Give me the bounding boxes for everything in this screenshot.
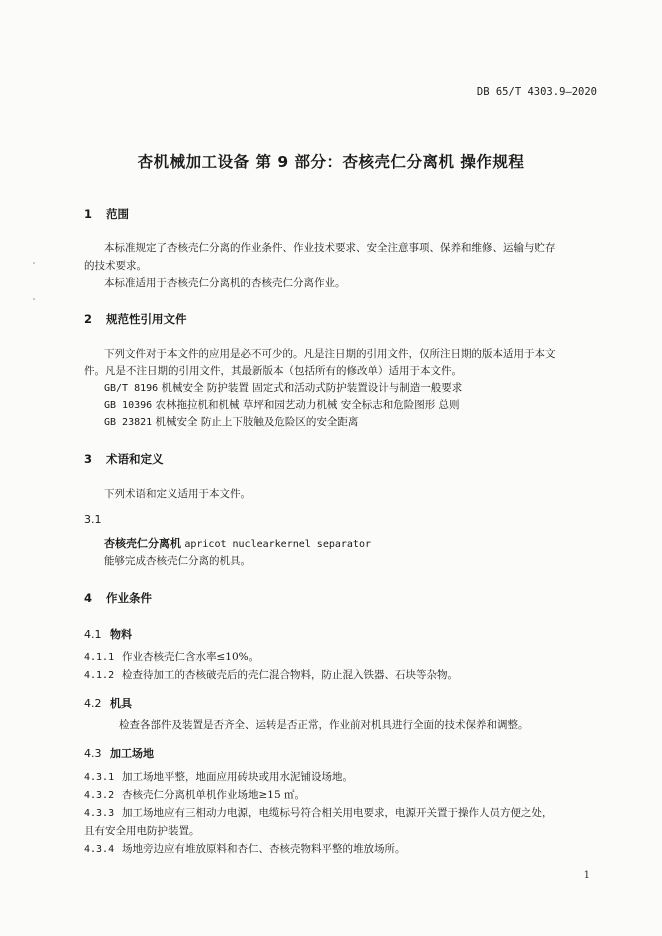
- term-definition: 能够完成杏核壳仁分离的机具。: [104, 555, 251, 567]
- doc-title: 杏机械加工设备 第 9 部分：杏核壳仁分离机 操作规程: [137, 153, 525, 171]
- reference-item: GB 10396 农林拖拉机和机械 草坪和园艺动力机械 安全标志和危险图形 总则: [104, 399, 460, 411]
- section-2-heading: 2 规范性引用文件: [84, 312, 187, 326]
- page-number: 1: [583, 870, 590, 881]
- clause-item: 4.1.1 作业杏核壳仁含水率≤10%。: [84, 651, 260, 663]
- s1-paragraph-1-line-2: 的技术要求。: [84, 260, 147, 272]
- doc-code: DB 65/T 4303.9—2020: [476, 86, 597, 98]
- term-number: 3.1: [84, 513, 102, 526]
- s2-paragraph-line-1: 下列文件对于本文件的应用是必不可少的。凡是注日期的引用文件，仅所注日期的版本适用于本文: [104, 348, 556, 360]
- section-4-2-heading: 4.2 机具: [84, 697, 132, 710]
- term-entry: 杏核壳仁分离机 apricot nuclearkernel separator: [104, 537, 371, 550]
- clause-item: 4.3.2 杏核壳仁分离机单机作业场地≥15 ㎡。: [84, 789, 305, 801]
- section-1-heading: 1 范围: [84, 207, 129, 221]
- reference-item: GB/T 8196 机械安全 防护装置 固定式和活动式防护装置设计与制造一般要求: [104, 382, 463, 394]
- section-4-1-heading: 4.1 物料: [84, 628, 132, 641]
- scan-mark: [33, 298, 35, 300]
- section-4-3-heading: 4.3 加工场地: [84, 747, 154, 760]
- s1-paragraph-1-line-1: 本标准规定了杏核壳仁分离的作业条件、作业技术要求、安全注意事项、保养和维修、运输与贮存: [104, 242, 556, 254]
- s2-paragraph-line-2: 件。凡是不注日期的引用文件，其最新版本（包括所有的修改单）适用于本文件。: [84, 365, 462, 377]
- clause-item: 4.3.1 加工场地平整，地面应用砖块或用水泥铺设场地。: [84, 771, 353, 783]
- clause-item: 4.3.4 场地旁边应有堆放原料和杏仁、杏核壳物料平整的堆放场所。: [84, 843, 406, 855]
- clause-item-continuation: 且有安全用电防护装置。: [84, 825, 200, 837]
- reference-item: GB 23821 机械安全 防止上下肢触及危险区的安全距离: [104, 416, 359, 428]
- clause-item: 4.3.3 加工场地应有三相动力电源，电缆标号符合相关用电要求，电源开关置于操作人员方便之处，: [84, 807, 553, 819]
- s3-paragraph: 下列术语和定义适用于本文件。: [104, 488, 251, 500]
- section-3-heading: 3 术语和定义: [84, 452, 164, 466]
- scan-mark: [33, 262, 35, 264]
- clause-item: 4.1.2 检查待加工的杏核破壳后的壳仁混合物料，防止混入铁器、石块等杂物。: [84, 669, 458, 681]
- s1-paragraph-2: 本标准适用于杏核壳仁分离机的杏核壳仁分离作业。: [104, 277, 346, 289]
- s42-paragraph: 检查各部件及装置是否齐全、运转是否正常，作业前对机具进行全面的技术保养和调整。: [119, 719, 529, 731]
- section-4-heading: 4 作业条件: [84, 591, 152, 605]
